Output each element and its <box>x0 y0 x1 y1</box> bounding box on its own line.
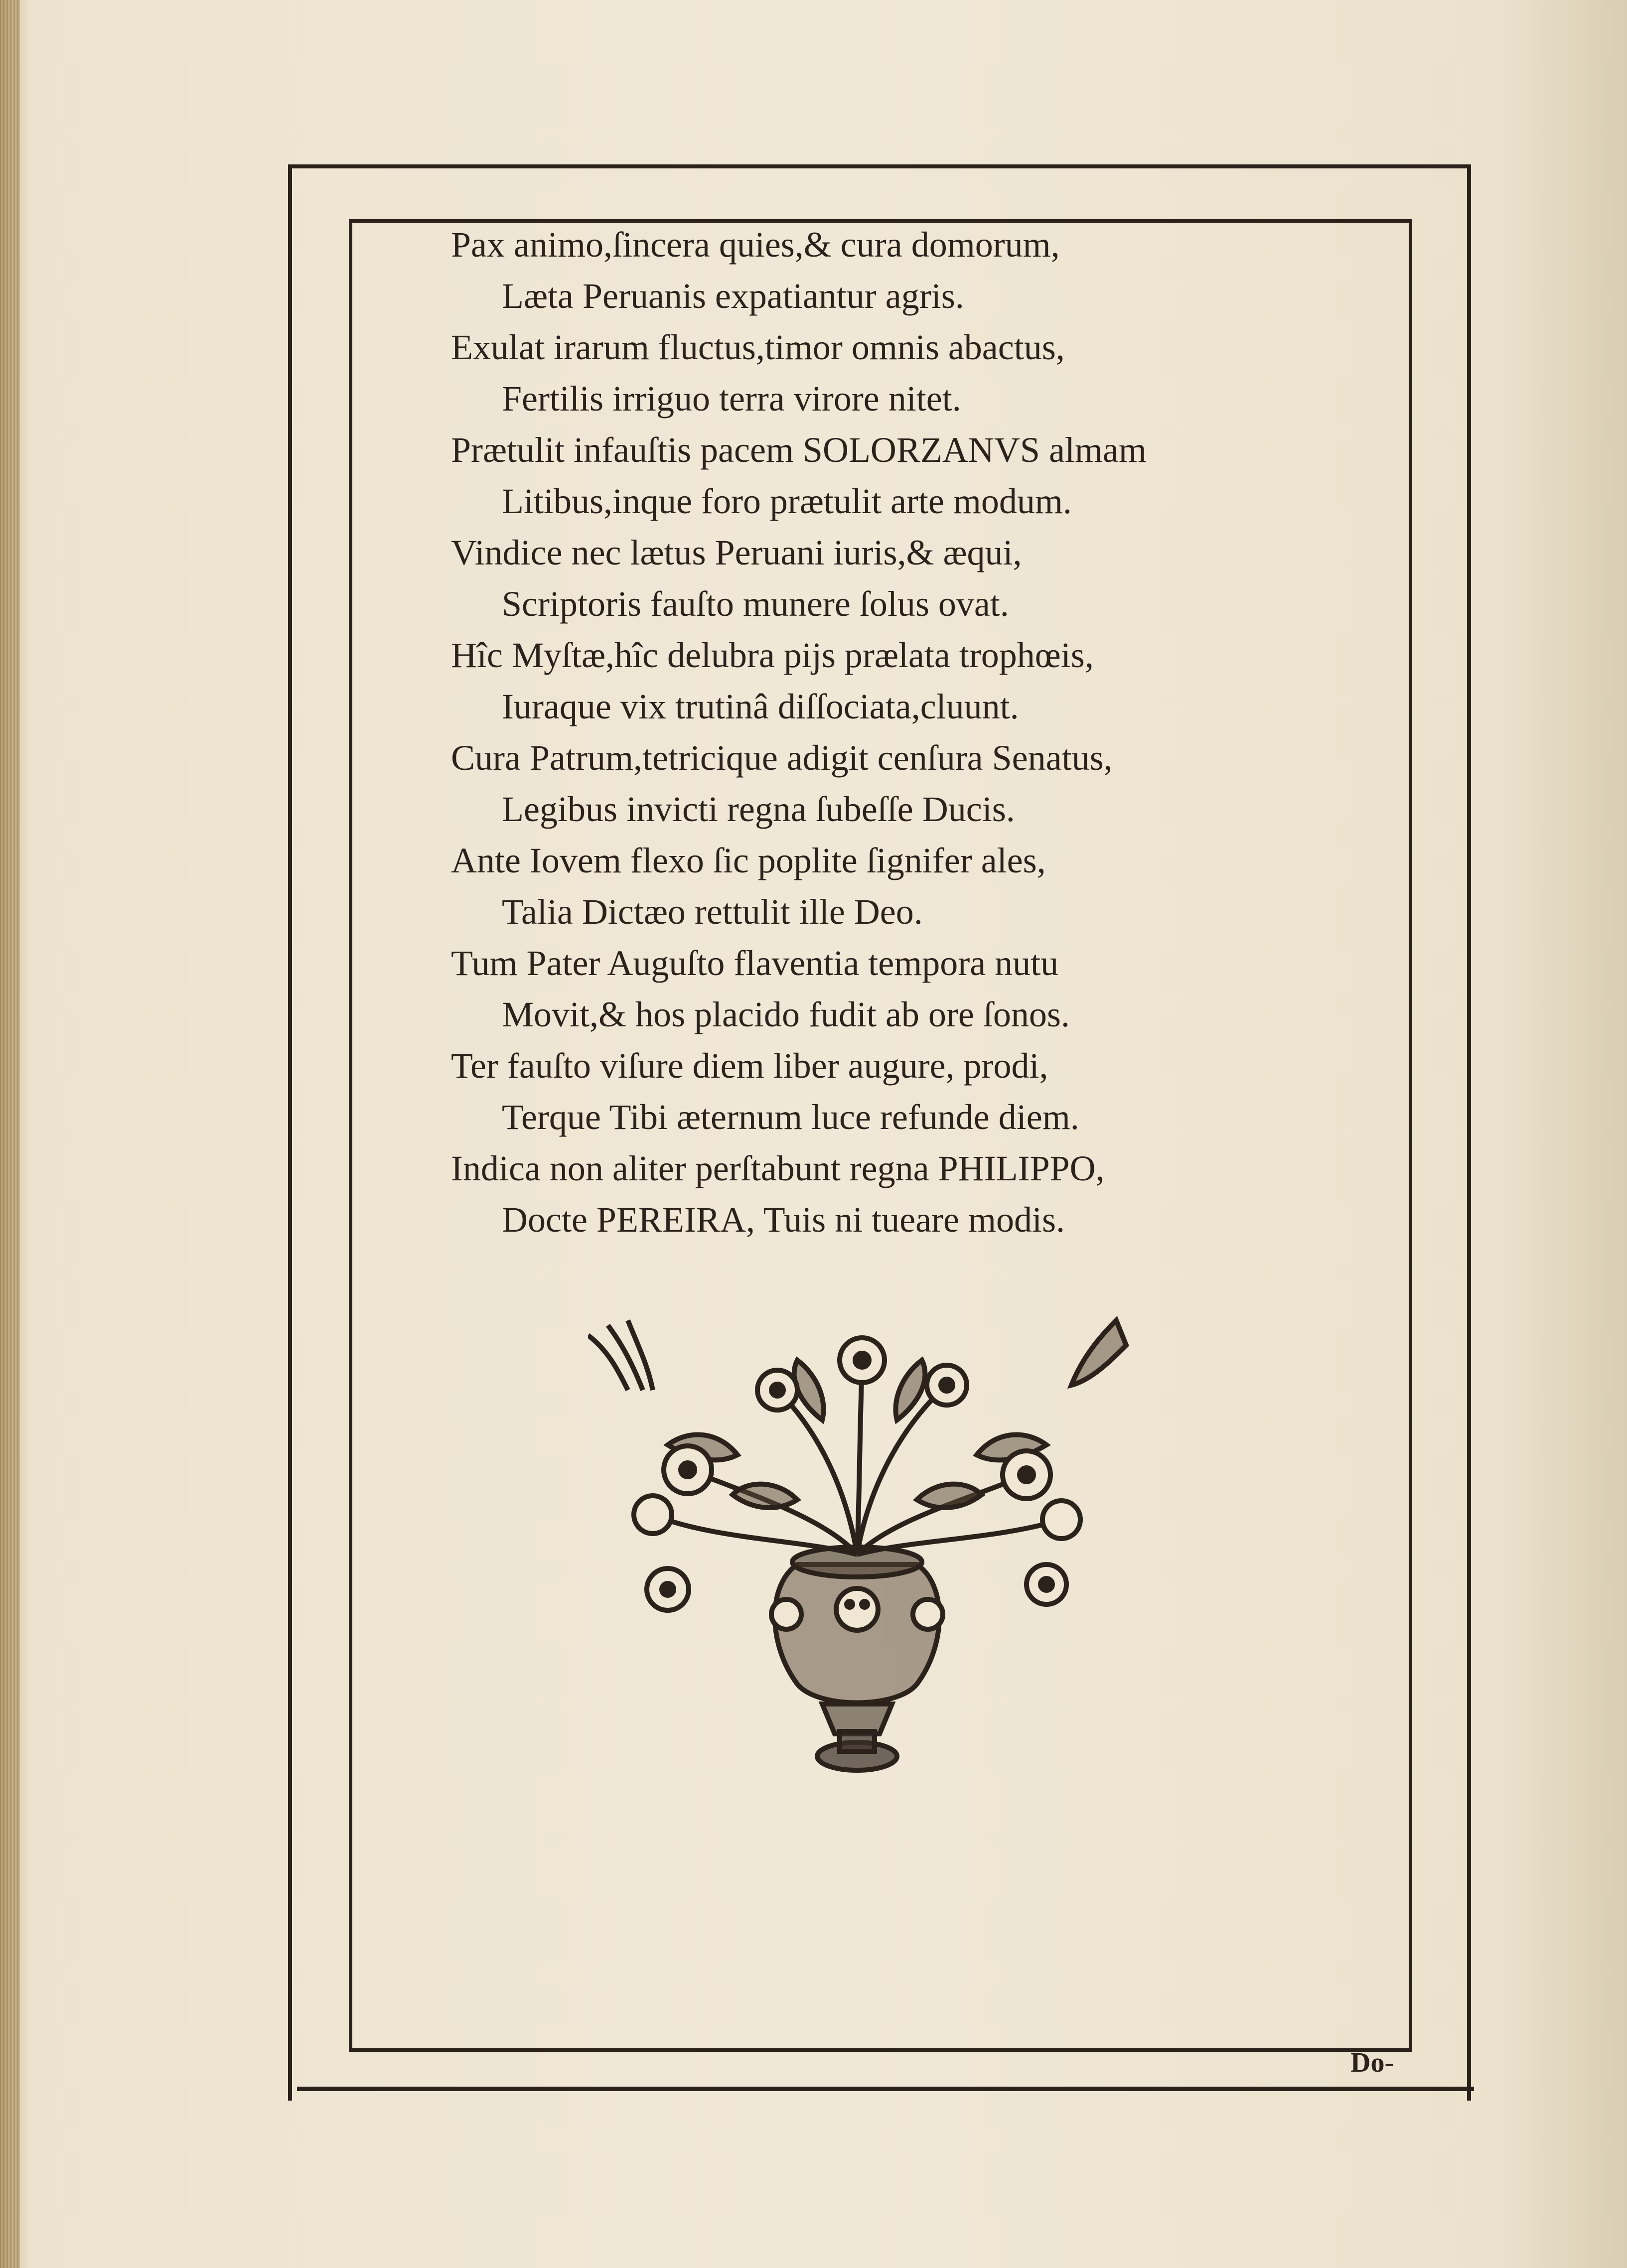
poem-line: Cura Patrum,tetricique adigit cenſura Senatus, <box>451 738 1113 778</box>
poem-line: Litibus,inque foro prætulit arte modum. <box>502 481 1072 521</box>
poem-line: Pax animo,ſincera quies,& cura domorum, <box>451 225 1060 265</box>
outer-border-bottom-rule <box>297 2087 1474 2091</box>
poem-line: Exulat irarum fluctus,timor omnis abactus, <box>451 327 1065 367</box>
poem-line: Terque Tibi æternum luce refunde diem. <box>502 1097 1079 1137</box>
poem-line: Fertilis irriguo terra virore nitet. <box>502 379 961 419</box>
catchword: Do- <box>1350 2047 1394 2078</box>
poem-line: Vindice nec lætus Peruani iuris,& æqui, <box>451 533 1022 572</box>
page-edge <box>0 0 20 2268</box>
poem-line: Movit,& hos placido fudit ab ore ſonos. <box>502 994 1070 1034</box>
poem-line: Hîc Myſtæ,hîc delubra pijs prælata trophœis, <box>451 635 1094 675</box>
poem-line: Legibus invicti regna ſubeſſe Ducis. <box>502 789 1015 829</box>
poem-line: Iuraque vix trutinâ diſſociata,cluunt. <box>502 687 1019 726</box>
poem-line: Læta Peruanis expatiantur agris. <box>502 276 964 316</box>
poem-line: Docte PEREIRA, Tuis ni tueare modis. <box>502 1200 1065 1240</box>
poem-text <box>451 219 1348 1246</box>
poem-line: Indica non aliter perſtabunt regna PHILIPPO, <box>451 1148 1105 1188</box>
poem-line: Ter fauſto viſure diem liber augure, prodi, <box>451 1046 1048 1086</box>
poem-line: Talia Dictæo rettulit ille Deo. <box>502 892 923 932</box>
poem-line: Prætulit infauſtis pacem SOLORZANVS almam <box>451 430 1147 470</box>
poem-line: Ante Iovem flexo ſic poplite ſignifer ales, <box>451 841 1046 880</box>
poem-line: Scriptoris fauſto munere ſolus ovat. <box>502 584 1009 624</box>
flower-vase-woodcut-icon <box>588 1305 1131 1794</box>
poem-line: Tum Pater Auguſto flaventia tempora nutu <box>451 943 1059 983</box>
